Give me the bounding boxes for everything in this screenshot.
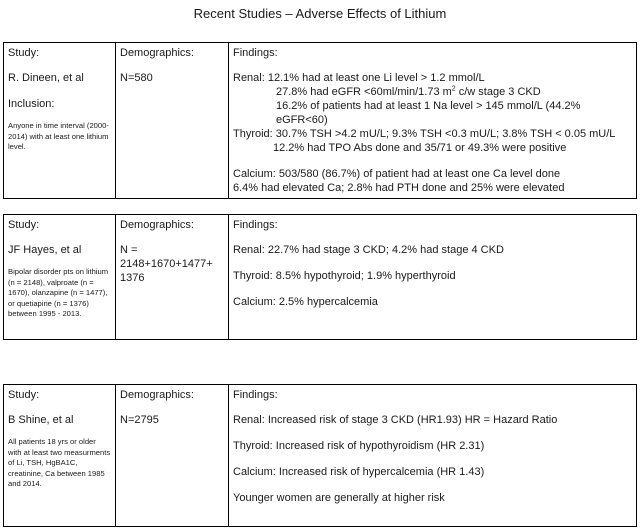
finding-thyroid: Thyroid: 8.5% hypothyroid; 1.9% hyperthyroid [233, 270, 456, 282]
study-author: B Shine, et al [8, 414, 74, 426]
inclusion-header: Inclusion: [8, 98, 55, 110]
study-author: R. Dineen, et al [8, 72, 84, 84]
demographics-header: Demographics: [120, 219, 194, 231]
demographics-header: Demographics: [120, 389, 194, 401]
study-header: Study: [8, 389, 40, 401]
finding-renal: Renal: Increased risk of stage 3 CKD (HR1.93) HR = Hazard Ratio [233, 414, 558, 426]
page-title: Recent Studies – Adverse Effects of Lithium [193, 6, 447, 21]
finding-note: Younger women are generally at higher risk [233, 492, 445, 504]
finding-renal: Renal: 12.1% had at least one Li level > 1.2 mmol/L [233, 72, 485, 84]
study-author: JF Hayes, et al [8, 244, 82, 256]
finding-renal-sodium: 16.2% of patients had at least 1 Na level > 145 mmol/L (44.2% eGFR<60) [276, 100, 581, 126]
study-table-dineen [3, 42, 637, 199]
study-header: Study: [8, 47, 40, 59]
study-header: Study: [8, 219, 40, 231]
study-cell [4, 385, 116, 527]
demographics-cell [116, 215, 229, 340]
findings-header: Findings: [233, 47, 278, 59]
study-table-shine [3, 384, 637, 527]
demographics-cell [116, 43, 229, 199]
finding-thyroid: Thyroid: Increased risk of hypothyroidism (HR 2.31) [233, 440, 485, 452]
finding-calcium-pth: 6.4% had elevated Ca; 2.8% had PTH done and 25% were elevated [233, 182, 565, 194]
finding-calcium: Calcium: 2.5% hypercalcemia [233, 296, 378, 308]
demographics-header: Demographics: [120, 47, 194, 59]
finding-thyroid: Thyroid: 30.7% TSH >4.2 mU/L; 9.3% TSH <0.3 mU/L; 3.8% TSH < 0.05 mU/L [233, 128, 616, 140]
finding-thyroid-tpo: 12.2% had TPO Abs done and 35/71 or 49.3% were positive [273, 142, 567, 154]
finding-renal-egfr: 27.8% had eGFR <60ml/min/1.73 $m^2$ c/w stage 3 CKD [276, 85, 541, 98]
study-cell [4, 215, 116, 340]
demographics-cell [116, 385, 229, 527]
inclusion-text: Bipolar disorder pts on lithium (n = 2148), valproate (n = 1670), olanzapine (n = 1477), or quetiapine (n = 1376) between 1995 - 2013. [8, 267, 109, 318]
study-table-hayes [3, 214, 637, 340]
demographics-value: N = 2148+1670+1477+ 1376 [120, 244, 213, 284]
demographics-value: N=2795 [120, 414, 159, 426]
findings-cell [229, 215, 637, 340]
finding-calcium: Calcium: Increased risk of hypercalcemia (HR 1.43) [233, 466, 485, 478]
finding-renal: Renal: 22.7% had stage 3 CKD; 4.2% had stage 4 CKD [233, 244, 504, 256]
findings-header: Findings: [233, 219, 278, 231]
findings-cell [229, 43, 637, 199]
inclusion-text: All patients 18 yrs or older with at least two measurments of Li, TSH, HgBA1C, creatinine, Ca between 1985 and 2014. [8, 437, 111, 488]
findings-header: Findings: [233, 389, 278, 401]
study-cell [4, 43, 116, 199]
findings-cell [229, 385, 637, 527]
inclusion-text: Anyone in time interval (2000-2014) with at least one lithium level. [8, 121, 109, 151]
demographics-value: N=580 [120, 72, 153, 84]
finding-calcium: Calcium: 503/580 (86.7%) of patient had at least one Ca level done [233, 168, 561, 180]
